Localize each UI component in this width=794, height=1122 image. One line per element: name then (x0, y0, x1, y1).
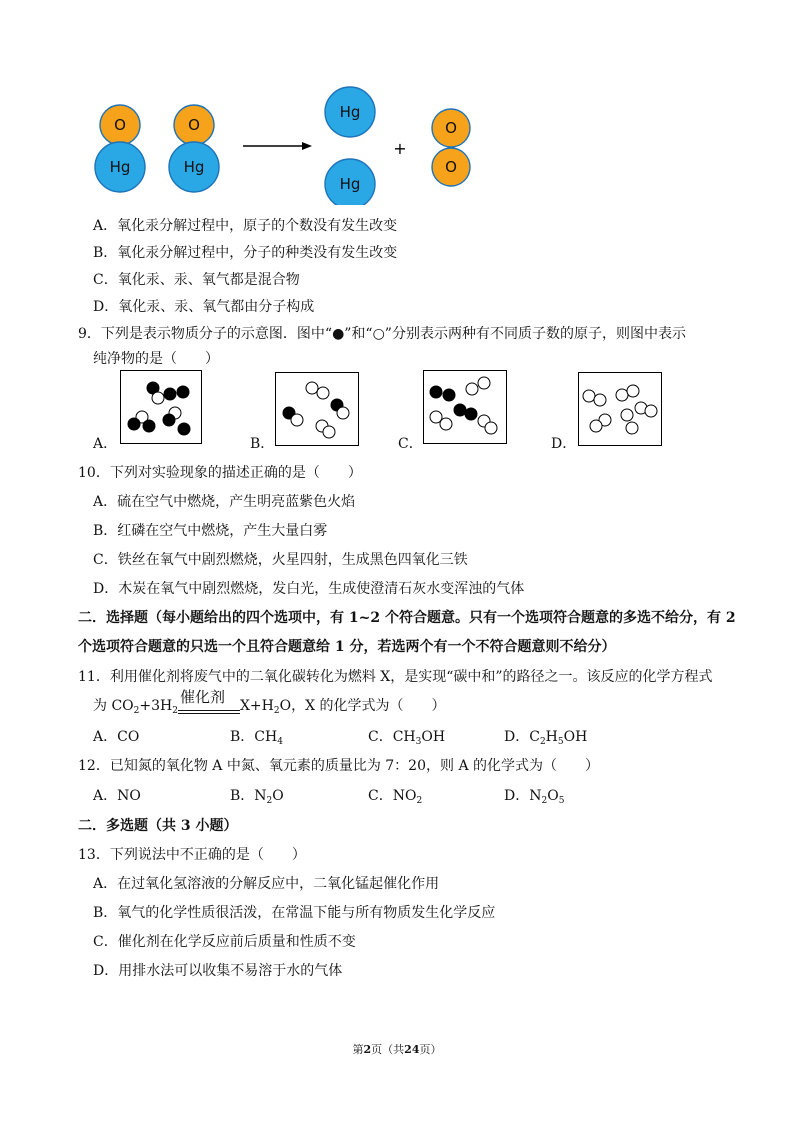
section2-heading-line1: 二．选择题（每小题给出的四个选项中，有 1~2 个符合题意。只有一个选项符合题意的多选不给分，有 2 (78, 610, 736, 626)
q11-option-b: B．$CH_4$ (230, 729, 283, 747)
white-atom (478, 377, 490, 389)
white-atom (485, 422, 497, 434)
mercury-atom-label: Hg (339, 175, 361, 193)
black-atom (465, 408, 477, 420)
section2-heading-line2: 个选项符合题意的只选一个且符合题意给 1 分，若选两个有一个不符合题意则不给分） (78, 639, 616, 655)
oxygen-atom-label: O (445, 119, 457, 137)
white-atom (594, 394, 606, 406)
black-atom (177, 386, 189, 398)
equals-sign (178, 710, 240, 714)
white-atom (590, 420, 602, 432)
black-atom (430, 386, 442, 398)
q9-box-d (578, 372, 662, 446)
q8-option-c: C．氧化汞、汞、氧气都是混合物 (93, 272, 300, 288)
black-atom (128, 418, 140, 430)
q9-label-c: C． (398, 436, 423, 452)
q13-option-a: A．在过氧化氢溶液的分解反应中，二氧化锰起催化作用 (93, 876, 440, 892)
q13-stem: 13．下列说法中不正确的是（ ） (78, 847, 306, 863)
oxygen-atom-label: O (188, 116, 200, 134)
mercury-atom-product-2 (325, 159, 375, 205)
q12-option-c: C．$NO_2$ (368, 788, 423, 806)
q10-stem: 10．下列对实验现象的描述正确的是（ ） (78, 465, 362, 481)
q8-option-b: B．氧化汞分解过程中，分子的种类没有发生改变 (93, 245, 398, 261)
q10-option-a: A．硫在空气中燃烧，产生明亮蓝紫色火焰 (93, 494, 356, 510)
black-atom (143, 420, 155, 432)
white-atom (323, 426, 335, 438)
white-atom (621, 409, 633, 421)
mercury-atom-label: Hg (339, 103, 361, 121)
oxygen-atom-label: O (445, 158, 457, 176)
mercury-atom-label: Hg (109, 158, 131, 176)
oxygen-molecule (432, 109, 470, 186)
white-atom (291, 414, 303, 426)
q9-box-b (275, 372, 359, 446)
white-atom (466, 383, 478, 395)
mercury-atom-label: Hg (183, 158, 205, 176)
q9-label-a: A． (93, 436, 118, 452)
white-atom (626, 422, 638, 434)
white-atom (317, 387, 329, 399)
mercury-oxide-molecule-2 (169, 105, 219, 192)
q9-box-c (423, 370, 507, 444)
white-atom (616, 389, 628, 401)
plus-sign: + (393, 139, 407, 158)
white-atom (645, 405, 657, 417)
mercury-oxide-molecule-1 (95, 105, 145, 192)
q10-option-d: D．木炭在氧气中剧烈燃烧，发白光，生成使澄清石灰水变浑浊的气体 (93, 581, 525, 597)
q12-option-d: D．$N_2O_5$ (504, 788, 565, 806)
q9-label-d: D． (551, 436, 577, 452)
q12-option-b: B．$N_2O$ (230, 788, 284, 806)
q11-equation: 为 $CO_2+3H_2$ 催化剂 $X+H_2O$，X 的化学式为（ ） (93, 688, 446, 716)
q13-option-d: D．用排水法可以收集不易溶于水的气体 (93, 963, 343, 979)
section3-heading: 二．多选题（共 3 小题） (78, 818, 238, 834)
black-atom (163, 414, 175, 426)
white-atom (337, 407, 349, 419)
catalyst-label: 催化剂 (179, 688, 225, 706)
black-atom (164, 388, 176, 400)
q9-box-a (120, 370, 202, 444)
white-atom (306, 382, 318, 394)
q11-stem-line1: 11．利用催化剂将废气中的二氧化碳转化为燃料 X，是实现“碳中和”的路径之一。该反应的化学方程式 (78, 669, 713, 685)
q8-option-a: A．氧化汞分解过程中，原子的个数没有发生改变 (93, 218, 398, 234)
page-number: 2 (363, 1043, 372, 1056)
black-atom (443, 389, 455, 401)
page-footer: 第2页（共24页） (352, 1043, 442, 1056)
mercury-atom-product-1 (325, 87, 375, 137)
q11-option-c: C．$CH_3OH$ (368, 729, 446, 747)
white-atom (583, 390, 595, 402)
oxygen-atom-label: O (114, 116, 126, 134)
black-atom (454, 404, 466, 416)
q9-label-b: B． (250, 436, 275, 452)
q12-stem: 12．已知氮的氧化物 A 中氮、氧元素的质量比为 7：20，则 A 的化学式为（ ） (78, 758, 600, 774)
black-atom (178, 423, 190, 435)
q10-option-b: B．红磷在空气中燃烧，产生大量白雾 (93, 523, 328, 539)
q11-option-d: D．$C_2H_5OH$ (504, 729, 588, 747)
q12-option-a: A．NO (93, 788, 141, 804)
q8-option-d: D．氧化汞、汞、氧气都由分子构成 (93, 299, 315, 315)
q13-option-b: B．氧气的化学性质很活泼，在常温下能与所有物质发生化学反应 (93, 905, 496, 921)
white-atom (440, 418, 452, 430)
q11-option-a: A．CO (93, 729, 140, 745)
catalyst-condition (178, 688, 240, 716)
page-total: 24 (404, 1043, 420, 1056)
white-atom (152, 392, 164, 404)
reaction-diagram (0, 80, 794, 205)
q13-option-c: C．催化剂在化学反应前后质量和性质不变 (93, 934, 356, 950)
reaction-arrow (243, 142, 312, 150)
q9-stem-line2: 纯净物的是（ ） (93, 351, 219, 367)
white-atom (627, 385, 639, 397)
q10-option-c: C．铁丝在氧气中剧烈燃烧，火星四射，生成黑色四氧化三铁 (93, 552, 468, 568)
q9-stem-line1: 9．下列是表示物质分子的示意图．图中“●”和“○”分别表示两种有不同质子数的原子，则图中表示 (78, 326, 686, 342)
